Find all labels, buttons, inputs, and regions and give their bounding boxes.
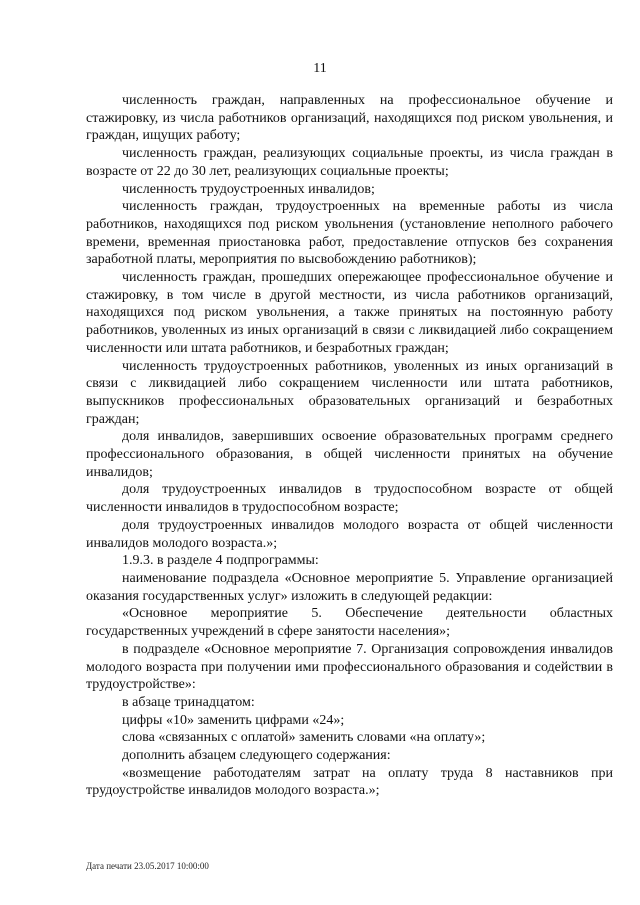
paragraph: численность трудоустроенных работников, уволенных из иных организаций в связи с ликвидацией либо сокращением численности или штата работников, выпускников профессиональных образовательных организаций и безработных граждан; xyxy=(86,358,613,427)
paragraph: численность граждан, направленных на профессиональное обучение и стажировку, из числа работников организаций, находящихся под риском увольнения, и граждан, ищущих работу; xyxy=(86,93,613,144)
paragraph: слова «связанных с оплатой» заменить словами «на оплату»; xyxy=(122,730,486,746)
paragraph: в абзаце тринадцатом: xyxy=(122,694,255,710)
paragraph: «возмещение работодателям затрат на оплату труда 8 наставников при трудоустройстве инвалидов молодого возраста.»; xyxy=(86,765,613,799)
paragraph: в подразделе «Основное мероприятие 7. Организация сопровождения инвалидов молодого возраста при получении ими профессионального образования и содействии в трудоустройстве»: xyxy=(86,641,613,693)
paragraph: доля трудоустроенных инвалидов в трудоспособном возрасте от общей численности инвалидов в трудоспособном возрасте; xyxy=(86,482,613,516)
document-body xyxy=(86,92,613,800)
paragraph: дополнить абзацем следующего содержания: xyxy=(122,748,391,764)
paragraph: «Основное мероприятие 5. Обеспечение деятельности областных государственных учреждений в сфере занятости населения»; xyxy=(86,606,613,640)
paragraph: численность трудоустроенных инвалидов; xyxy=(122,181,375,197)
paragraph: доля инвалидов, завершивших освоение образовательных программ среднего профессионального образования, в общей численности принятых на обучение инвалидов; xyxy=(86,429,613,480)
paragraph: наименование подраздела «Основное мероприятие 5. Управление организацией оказания государственных услуг» изложить в следующей редакции: xyxy=(86,570,613,604)
paragraph: численность граждан, трудоустроенных на временные работы из числа работников, находящихся под риском увольнения (установление неполного рабочего времени, временная приостановка работ, предоставление отпусков без сохранения заработной платы, мероприятия по высвобождению работников); xyxy=(86,199,613,268)
print-date: Дата печати 23.05.2017 10:00:00 xyxy=(86,861,209,871)
section-heading: 1.9.3. в разделе 4 подпрограммы: xyxy=(122,553,319,569)
page-number: 11 xyxy=(313,61,327,76)
paragraph: цифры «10» заменить цифрами «24»; xyxy=(122,712,345,728)
paragraph: численность граждан, прошедших опережающее профессиональное обучение и стажировку, в том числе в другой местности, из числа работников организаций, находящихся под риском увольнения, а также принятых на постоянную работу работников, уволенных из иных организаций в связи с ликвидацией либо сокращением численности или штата работников, и безработных граждан; xyxy=(86,270,613,356)
paragraph: доля трудоустроенных инвалидов молодого возраста от общей численности инвалидов молодого возраста.»; xyxy=(86,517,613,551)
paragraph: численность граждан, реализующих социальные проекты, из числа граждан в возрасте от 22 до 30 лет, реализующих социальные проекты; xyxy=(86,146,613,179)
